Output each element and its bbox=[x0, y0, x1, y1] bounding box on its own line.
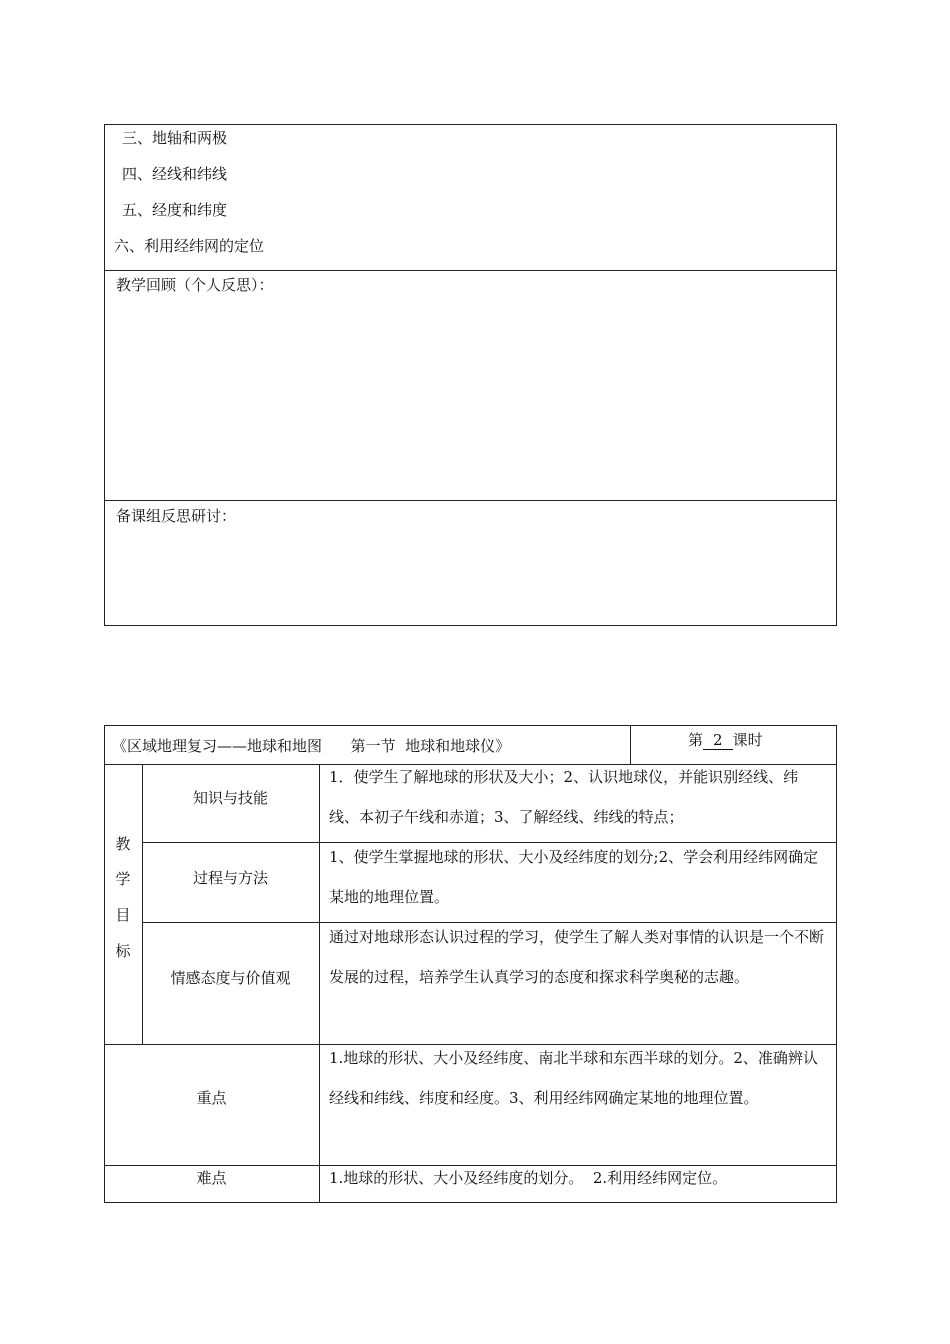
difficulty-text: 1.地球的形状、大小及经纬度的划分。 2.利用经纬网定位。 bbox=[329, 1169, 728, 1187]
difficulty-label: 难点 bbox=[196, 1169, 227, 1187]
period-suffix: 课时 bbox=[732, 731, 763, 749]
emotion-text: 通过对地球形态认识过程的学习，使学生了解人类对事情的认识是一个不断发展的过程，培养学生认真学习的态度和探求科学奥秘的志趣。 bbox=[329, 928, 825, 986]
outline-divider-2 bbox=[104, 500, 837, 501]
knowledge-text: 1．使学生了解地球的形状及大小；2、认识地球仪，并能识别经线、纬线、本初子午线和赤道；3、了解经线、纬线的特点； bbox=[329, 768, 799, 826]
knowledge-label: 知识与技能 bbox=[192, 789, 268, 807]
outline-divider-1 bbox=[104, 270, 837, 271]
process-text: 1、使学生掌握地球的形状、大小及经纬度的划分;2、学会利用经纬网确定某地的地理位置。 bbox=[329, 848, 819, 906]
emotion-label: 情感态度与价值观 bbox=[170, 969, 291, 987]
goals-label-char-4: 标 bbox=[115, 942, 131, 960]
label-content-divider bbox=[319, 764, 320, 1203]
goals-label-char-1: 教 bbox=[115, 835, 131, 853]
goals-label-char-2: 学 bbox=[115, 870, 131, 888]
lesson-period bbox=[688, 730, 763, 750]
key-label: 重点 bbox=[196, 1089, 227, 1107]
key-text: 1.地球的形状、大小及经纬度、南北半球和东西半球的划分。2、准确辨认经线和纬线、纬度和经度。3、利用经纬网确定某地的地理位置。 bbox=[329, 1049, 818, 1107]
outline-item-4: 四、经线和纬线 bbox=[122, 165, 228, 183]
group-discussion-label: 备课组反思研讨： bbox=[116, 507, 237, 525]
period-number: 2 bbox=[703, 731, 733, 750]
lesson-title: 《区域地理复习——地球和地图 第一节 地球和地球仪》 bbox=[112, 737, 511, 755]
review-label: 教学回顾（个人反思）： bbox=[116, 276, 274, 294]
outline-item-3: 三、地轴和两极 bbox=[122, 129, 228, 147]
goals-label-char-3: 目 bbox=[115, 906, 131, 924]
period-prefix: 第 bbox=[688, 731, 704, 749]
outline-item-6: 六、利用经纬网的定位 bbox=[114, 237, 265, 255]
outline-item-5: 五、经度和纬度 bbox=[122, 201, 228, 219]
process-label: 过程与方法 bbox=[192, 869, 268, 887]
key-divider bbox=[104, 1165, 837, 1166]
